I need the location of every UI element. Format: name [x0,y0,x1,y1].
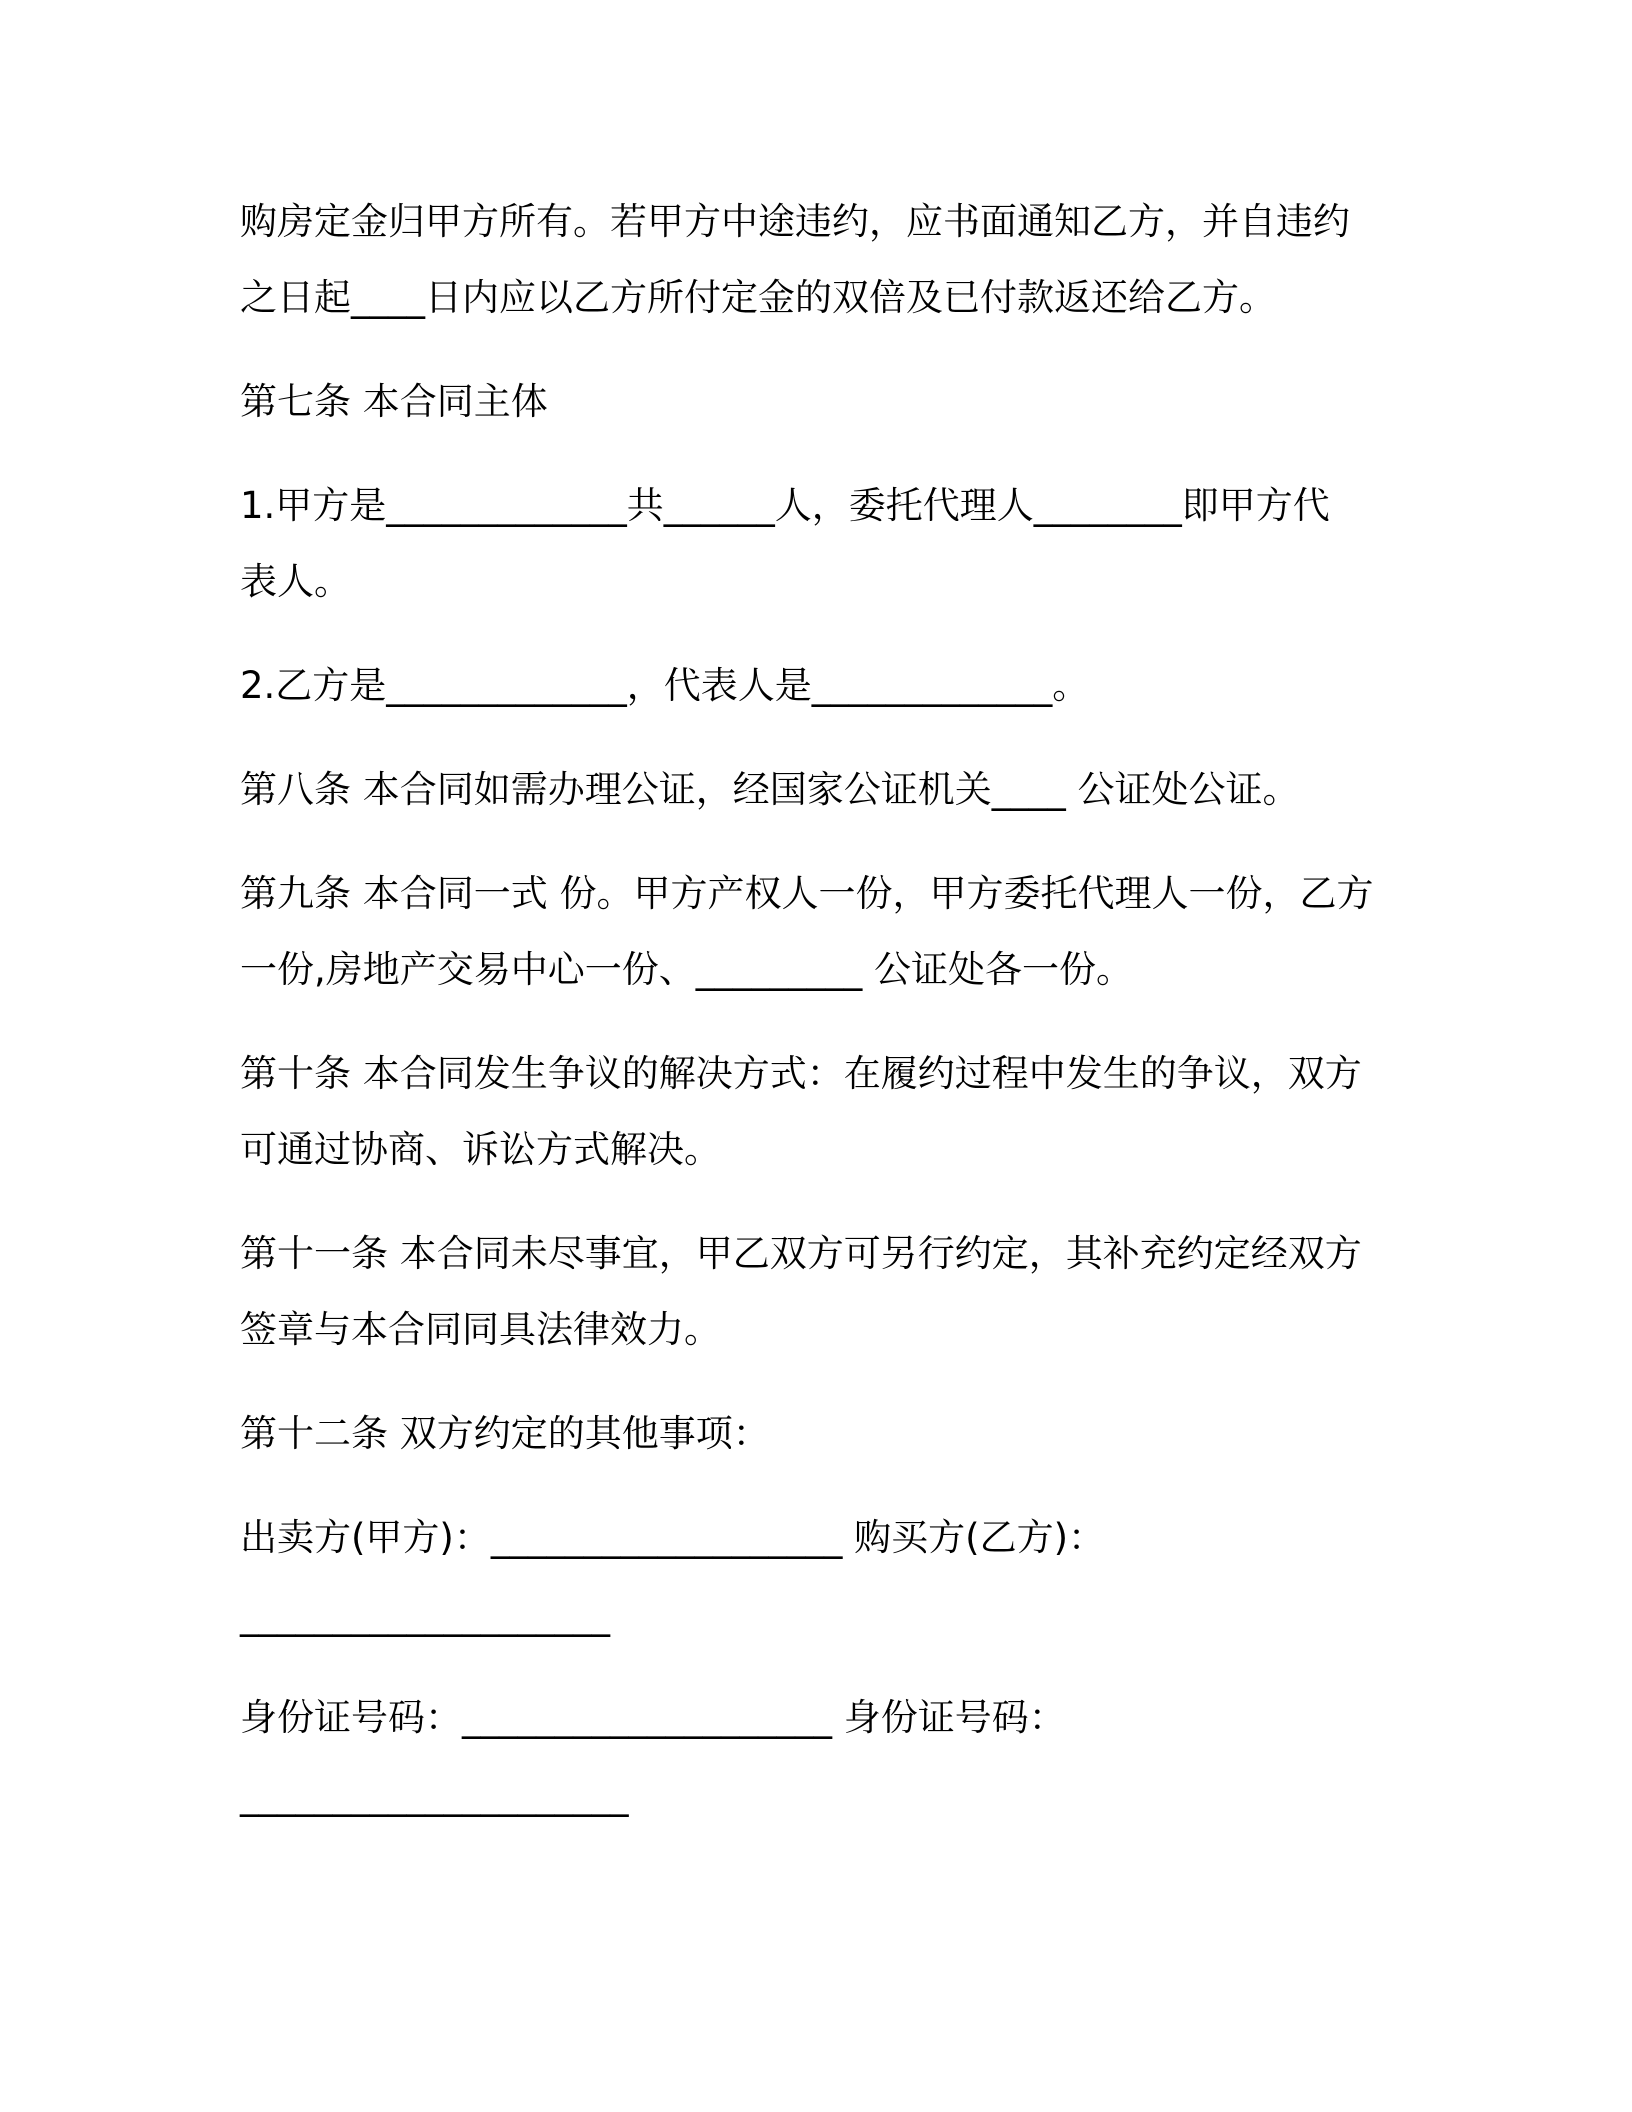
article-7-party-b: 2.乙方是_____________，代表人是_____________。 [240,664,1090,707]
article-9-copies: 第九条 本合同一式 份。甲方产权人一份，甲方委托代理人一份，乙方 [240,872,1374,915]
signature-buyer-blank: ____________________ [240,1594,610,1637]
article-10-disputes: 第十条 本合同发生争议的解决方式：在履约过程中发生的争议，双方 [240,1052,1362,1095]
article-11-supplement: 第十一条 本合同未尽事宜，甲乙双方可另行约定，其补充约定经双方 [240,1232,1362,1275]
contract-line-deposit-refund: 之日起____日内应以乙方所付定金的双倍及已付款返还给乙方。 [240,276,1276,319]
article-8-notarization: 第八条 本合同如需办理公证，经国家公证机关____ 公证处公证。 [240,768,1300,811]
signature-id-numbers: 身份证号码：____________________ 身份证号码： [240,1696,1066,1739]
article-11-supplement-cont: 签章与本合同同具法律效力。 [240,1308,721,1351]
article-7-party-a: 1.甲方是_____________共______人，委托代理人________即甲方代 [240,484,1330,527]
article-9-copies-cont: 一份,房地产交易中心一份、_________ 公证处各一份。 [240,948,1134,991]
article-7-party-a-cont: 表人。 [240,560,351,603]
signature-seller-buyer: 出卖方(甲方)：___________________ 购买方(乙方)： [240,1516,1106,1559]
article-10-disputes-cont: 可通过协商、诉讼方式解决。 [240,1128,721,1171]
contract-line-deposit-ownership: 购房定金归甲方所有。若甲方中途违约，应书面通知乙方，并自违约 [240,200,1350,243]
signature-id-blank: _____________________ [240,1774,629,1817]
article-12-other-matters: 第十二条 双方约定的其他事项： [240,1412,770,1455]
article-7-heading: 第七条 本合同主体 [240,380,548,423]
